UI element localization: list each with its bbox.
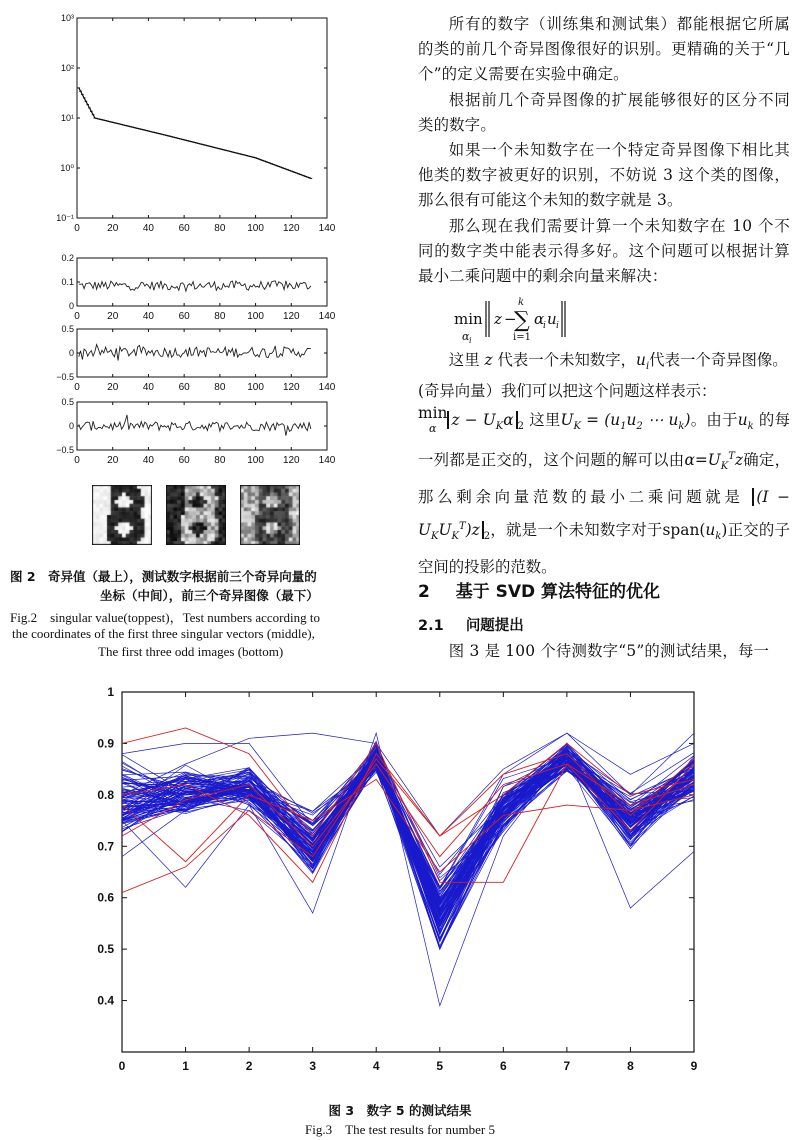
paragraph-1: 所有的数字（训练集和测试集）都能根据它所属的类的前几个奇异图像很好的识别。更精确的关于“几个”的定义需要在实验中确定。 — [418, 15, 790, 83]
coord-plot-3-xtick: 20 — [107, 455, 119, 466]
fig3-lines — [122, 728, 694, 1006]
p6-part-b: 。由于 — [690, 411, 738, 429]
coord-plot-1-curve — [79, 281, 311, 291]
fig3-ytick: 0.7 — [97, 839, 114, 854]
coord-plot-2-xtick: 100 — [247, 382, 264, 393]
coord-plot-3-ytick: 0.5 — [61, 397, 74, 407]
paragraph-5 — [418, 348, 790, 404]
coord-plot-2-ytick: −0.5 — [56, 372, 74, 382]
coord-plot-2-xtick: 40 — [142, 382, 154, 393]
section-title: 基于 SVD 算法特征的优化 — [455, 582, 661, 602]
coord-plot-2-ytick: 0.5 — [61, 324, 74, 334]
svg-text:u: u — [547, 310, 557, 328]
fig3-ytick: 0.6 — [97, 890, 114, 905]
math-min-norm: min α — [418, 404, 448, 435]
fig3-xtick: 7 — [563, 1059, 571, 1073]
var-z: z — [484, 351, 493, 369]
svg-text:−: − — [504, 310, 517, 328]
p5-part-b: 代表一个未知数字， — [497, 351, 637, 369]
fig2-caption-cn-1: 图 2 奇异值（最上），测试数字根据前三个奇异向量的 — [10, 569, 317, 584]
coord-plot-3-xtick: 60 — [178, 455, 190, 466]
singular-image-3 — [240, 485, 300, 545]
paragraph-3: 如果一个未知数字在一个特定奇异图像下相比其他类的数字被更好的识别，不妨说 3 这个类的图像，那么很有可能这个未知的数字就是 3。 — [418, 141, 790, 209]
fig2-plots — [0, 0, 410, 475]
singular-image-1 — [92, 485, 152, 545]
p6-part-c: 的每一列都是正交的，这个问题的解可以由 — [418, 411, 790, 470]
fig3-xtick: 1 — [182, 1059, 189, 1073]
coord-plot-3 — [56, 397, 336, 466]
fig3-caption-en: Fig.3 The test results for number 5 — [305, 1122, 495, 1137]
coord-plot-2-curve — [79, 345, 311, 361]
fig3-xtick: 3 — [309, 1059, 317, 1073]
fig3-xtick: 2 — [245, 1059, 253, 1073]
subsection-title: 问题提出 — [465, 618, 524, 634]
fig3-ytick: 0.5 — [97, 942, 114, 957]
coord-plot-3-curve — [79, 415, 311, 436]
coord-plot-3-xtick: 120 — [282, 455, 300, 466]
svg-text:i: i — [469, 336, 472, 345]
svg-text:k: k — [518, 297, 525, 308]
top-plot-xtick: 60 — [178, 223, 190, 234]
fig3-series-line — [122, 733, 694, 1006]
svg-text:α: α — [534, 310, 545, 328]
singular-value-plot — [56, 13, 336, 234]
coord-plot-1-xtick: 60 — [178, 311, 190, 322]
coord-plot-1-ytick: 0.1 — [61, 277, 74, 287]
svg-text:min: min — [454, 310, 483, 328]
p6-part-f: 正交的子空间的投影的范数。 — [418, 521, 790, 577]
svg-text:i=1: i=1 — [513, 332, 531, 343]
top-plot-xtick: 80 — [214, 223, 226, 234]
coord-plot-2-xtick: 140 — [318, 382, 336, 393]
svg-text:i: i — [543, 321, 546, 331]
var-ui: $u_i$ — [636, 351, 650, 373]
fig3-xtick: 6 — [499, 1059, 507, 1073]
top-plot-xtick: 120 — [282, 223, 300, 234]
top-plot-xtick: 140 — [318, 223, 336, 234]
top-plot-xtick: 0 — [74, 223, 80, 234]
top-plot-xtick: 20 — [107, 223, 119, 234]
paragraph-4: 那么现在我们需要计算一个未知数字在 10 个不同的数字类中能表示得多好。这个问题可以根据计算最小二乘问题中的剩余向量来解决： — [418, 217, 790, 285]
fig2-caption-cn-2: 坐标（中间），前三个奇异图像（最下） — [100, 588, 319, 603]
coord-plot-1-xtick: 40 — [142, 311, 154, 322]
coord-plot-1-xtick: 100 — [247, 311, 264, 322]
coord-plot-2 — [56, 324, 336, 393]
subsection-number: 2.1 — [418, 618, 444, 634]
fig2-caption-en-2: the coordinates of the first three singular vectors (middle), — [12, 626, 315, 641]
coord-plot-3-xtick: 0 — [74, 455, 80, 466]
top-plot-xtick: 100 — [247, 223, 264, 234]
fig3-xtick: 8 — [627, 1059, 634, 1073]
fig3-series-line — [122, 752, 694, 912]
paragraph-7: 图 3 是 100 个待测数字“5”的测试结果，每一 — [448, 642, 770, 660]
coord-plot-3-ytick: 0 — [68, 421, 74, 431]
math-uk-def: $U_K = (u_1u_2$ ⋯ $u_k$) — [560, 411, 691, 433]
coord-plot-2-xtick: 120 — [282, 382, 300, 393]
fig3-chart — [0, 680, 800, 1100]
fig3-axes-box — [122, 692, 694, 1052]
fig3-ytick: 1 — [107, 685, 114, 699]
fig2-caption-en-1: Fig.2 singular value(toppest)，Test numbers according to — [10, 610, 320, 625]
top-plot-ytick: 10¹ — [60, 113, 74, 123]
fig3-series-line — [122, 743, 694, 897]
coord-plot-1-xtick: 0 — [74, 311, 80, 322]
coord-plot-1-xtick: 80 — [214, 311, 226, 322]
coord-plot-1-xtick: 140 — [318, 311, 336, 322]
coord-plot-2-xtick: 20 — [107, 382, 119, 393]
math-alpha-solution: $\alpha=U_K^Tz$ — [684, 451, 743, 473]
coord-plot-3-xtick: 80 — [214, 455, 226, 466]
math-uk: $u_k$ — [737, 411, 754, 433]
top-plot-ytick: 10⁻¹ — [56, 213, 74, 223]
coord-plot-1-ytick: 0 — [68, 301, 74, 311]
fig3-series-line — [122, 753, 694, 891]
fig3-ytick: 0.8 — [97, 787, 114, 802]
top-plot-ytick: 10⁰ — [60, 163, 74, 173]
paragraph-2: 根据前几个奇异图像的扩展能够很好的区分不同类的数字。 — [418, 91, 790, 134]
fig3-xtick: 0 — [118, 1059, 126, 1073]
fig3-caption-cn: 图 3 数字 5 的测试结果 — [328, 1103, 472, 1118]
paragraph-6: min α $z - U_K\alpha$ $_2$ 这里$U_K = (u_1u_2$ ⋯ $u_k$)。由于$u_k$ 的每一列都是正交的，这个问题的解可以由$\alpha=U_K^Tz$确定，那么剩余向量范数的最小二乘问题就是 $(I - U_KU_K^T)z$ $_2$，就是一个未知数字对于$span(u_k)$正交的子空间的投影的范数。 — [418, 404, 790, 577]
fig3-xtick: 9 — [690, 1059, 698, 1073]
coord-plot-1-ytick: 0.2 — [61, 253, 74, 263]
formula-min-residual — [440, 293, 590, 347]
subsection-heading — [418, 614, 524, 635]
coord-plot-1-xtick: 20 — [107, 311, 119, 322]
fig3-xtick: 4 — [372, 1059, 380, 1073]
top-plot-ytick: 10³ — [60, 13, 74, 23]
coord-plot-2-xtick: 0 — [74, 382, 80, 393]
fig3-series-line — [122, 751, 694, 897]
coord-plot-3-xtick: 100 — [247, 455, 264, 466]
coord-plot-2-ytick: 0 — [68, 348, 74, 358]
fig3-xtick: 5 — [436, 1059, 444, 1073]
top-plot-xtick: 40 — [142, 223, 154, 234]
coord-plot-2-xtick: 60 — [178, 382, 190, 393]
top-plot-ytick: 10² — [60, 63, 74, 73]
coord-plot-3-ytick: −0.5 — [56, 445, 74, 455]
coord-plot-2-xtick: 80 — [214, 382, 226, 393]
fig3-ytick: 0.9 — [97, 736, 114, 751]
p6-part-e: ，就是一个未知数字对于 — [490, 521, 663, 540]
fig3-series-line — [122, 751, 694, 902]
coord-plot-3-xtick: 140 — [318, 455, 336, 466]
svg-text:i: i — [556, 321, 559, 331]
svg-text:∑: ∑ — [514, 308, 530, 333]
section-number: 2 — [418, 582, 430, 602]
svg-text:z: z — [494, 310, 502, 328]
math-residual-norm: $(I - U_KU_K^T)z$ — [418, 488, 790, 543]
coord-plot-1-xtick: 120 — [282, 311, 300, 322]
p5-part-a: 这里 — [448, 351, 480, 369]
section-heading — [418, 577, 660, 602]
fig3-ytick: 0.4 — [97, 993, 114, 1008]
svg-text:α: α — [462, 330, 470, 343]
p6-part-d: 确定，那么剩余向量范数的最小二乘问题就是 — [418, 451, 790, 507]
coord-plot-1 — [61, 253, 335, 322]
math-norm-expr: $z - U_K\alpha$ — [447, 411, 517, 429]
fig2-caption-en-3: The first three odd images (bottom) — [98, 644, 284, 659]
p6-part-a: 这里 — [529, 411, 561, 429]
p5-part-c: 代表一个奇异图像。(奇异向量）我们可以把这个问题这样表示： — [418, 351, 788, 401]
coord-plot-3-xtick: 40 — [142, 455, 154, 466]
singular-image-2 — [166, 485, 226, 545]
math-span: $span(u_k)$ — [662, 521, 728, 543]
